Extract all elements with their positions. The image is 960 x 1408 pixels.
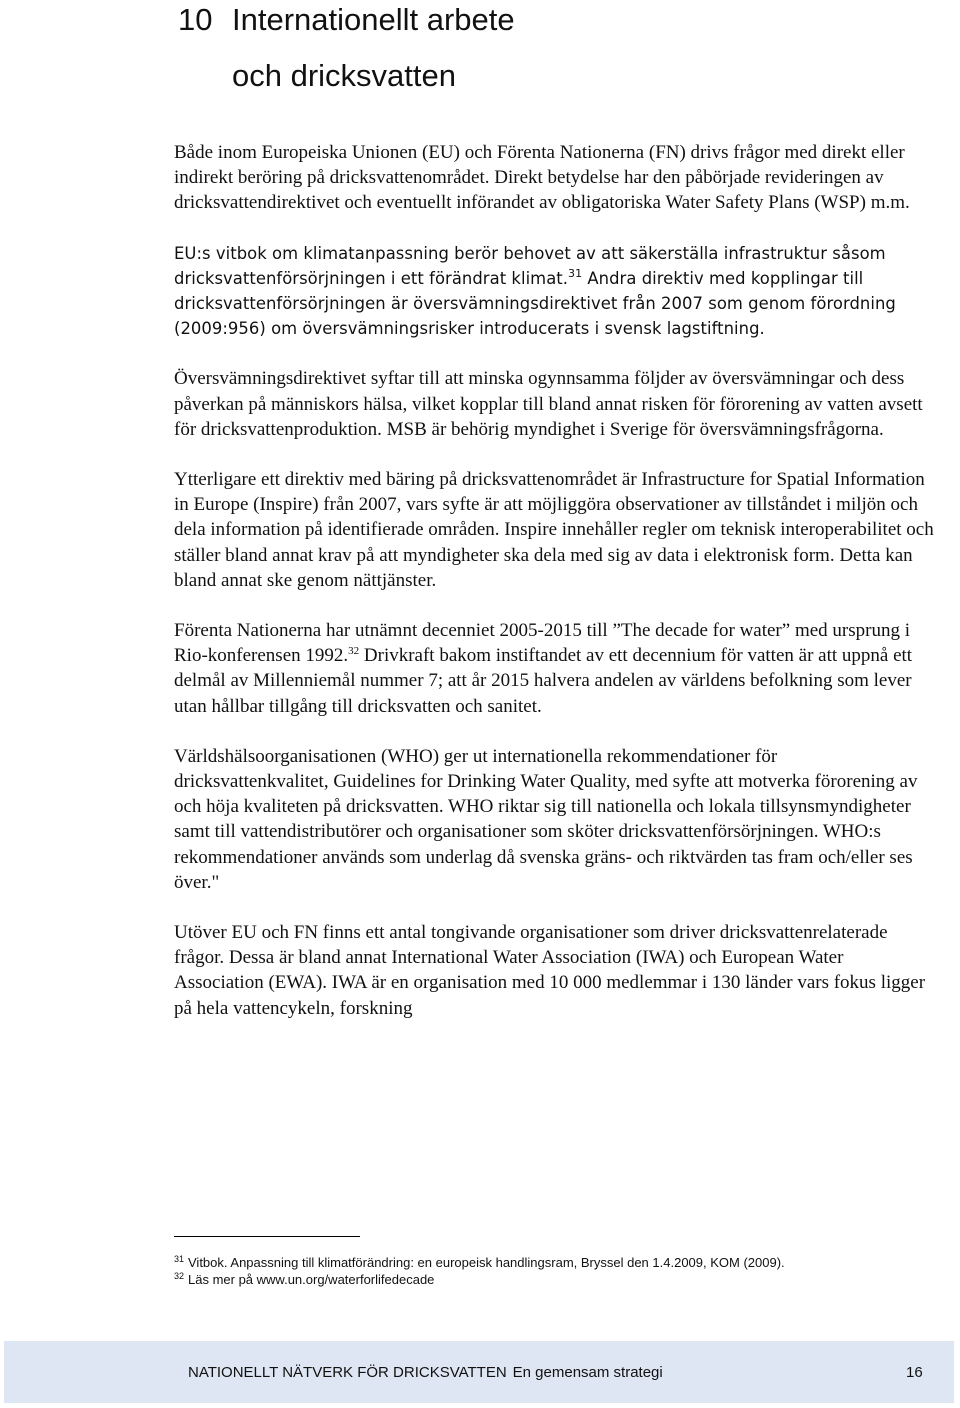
footnotes — [174, 1254, 874, 1288]
chapter-heading — [178, 0, 515, 96]
footnote-divider — [174, 1236, 360, 1237]
chapter-number: 10 — [178, 2, 213, 37]
paragraph-who: Världshälsoorganisationen (WHO) ger ut internationella rekommendationer för dricksvattenkvalitet, Guidelines for Drinking Water Quality, med syfte att motverka förorening av och höja kvaliteten på dricksvatten. WHO riktar sig till nationella och lokala tillsynsmyndigheter samt till vattendistributörer och organisationer som sköter dricksvattenförsörjningen. WHO:s rekommendationer används som underlag då svenska gräns- och riktvärden tas fram och/eller ses över." — [174, 745, 918, 893]
chapter-title-line-2: och dricksvatten — [232, 58, 456, 93]
paragraph-decade-for-water — [174, 618, 936, 719]
paragraph-oversvamningsdirektivet: Översvämningsdirektivet syftar till att minska ogynnsamma följder av översvämningar och dess påverkan på människors hälsa, vilket kopplar till bland annat risken för förorening av vatten avsett för dricksvattenproduktion. MSB är behörig myndighet i Sverige för översvämningsfrågorna. — [174, 368, 923, 440]
paragraph-text: Förenta Nationerna har utnämnt decenniet 2005-2015 till ”The decade for water” med ursprung i Rio-konferensen 1992. — [174, 620, 910, 667]
footer-title-block — [188, 1363, 663, 1383]
footnote-32 — [174, 1271, 874, 1288]
footnote-31 — [174, 1254, 874, 1271]
paragraph-text: Andra direktiv med kopplingar till dricksvattenförsörjningen är översvämningsdirektivet från 2007 som genom förordning (2009:956) om översvämningsrisker introducerats i svensk lagstiftning. — [174, 268, 896, 339]
chapter-title-line-1: Internationellt arbete — [232, 2, 515, 37]
paragraph-text: Drivkraft bakom instiftandet av ett decennium för vatten är att uppnå ett delmål av Millenniemål nummer 7; att år 2015 halvera andelen av världens befolkning som lever utan hållbar tillgång till dricksvatten och sanitet. — [174, 645, 913, 717]
footer-subtitle: En gemensam strategi — [512, 1364, 663, 1381]
footnote-ref-31[interactable]: 31 — [568, 266, 583, 280]
paragraph-eu-vitbok — [174, 241, 936, 342]
paragraph-text: EU:s vitbok om klimatanpassning berör behovet av att säkerställa infrastruktur såsom dricksvattenförsörjningen i ett förändrat klimat. — [174, 243, 886, 288]
footnote-text: Vitbok. Anpassning till klimatförändring: en europeisk handlingsram, Bryssel den 1.4.2009, KOM (2009). — [188, 1255, 785, 1270]
footnote-number: 32 — [174, 1271, 185, 1281]
footnote-ref-32[interactable]: 32 — [348, 645, 360, 658]
body-text — [174, 140, 936, 1046]
page-number: 16 — [906, 1364, 923, 1381]
footer-title: NATIONELLT NÄTVERK FÖR DRICKSVATTEN — [188, 1364, 507, 1381]
paragraph-eu-fn-intro: Både inom Europeiska Unionen (EU) och Förenta Nationerna (FN) drivs frågor med direkt eller indirekt beröring på dricksvattenområdet. Direkt betydelse har den påbörjade revideringen av dricksvattendirektivet och eventuellt införandet av obligatoriska Water Safety Plans (WSP) m.m. — [174, 142, 910, 214]
footnote-text: Läs mer på www.un.org/waterforlifedecade — [188, 1272, 435, 1287]
paragraph-iwa-ewa: Utöver EU och FN finns ett antal tongivande organisationer som driver dricksvattenrelaterade frågor. Dessa är bland annat International Water Association (IWA) och European Water Association (EWA). IWA är en organisation med 10 000 medlemmar i 130 länder vars fokus ligger på hela vattencykeln, forskning — [174, 922, 926, 1019]
footnote-number: 31 — [174, 1254, 185, 1264]
paragraph-inspire: Ytterligare ett direktiv med bäring på dricksvattenområdet är Infrastructure for Spatial Information in Europe (Inspire) från 2007, vars syfte är att möjliggöra observationer av tillståndet i miljön och dela information på identifierade områden. Inspire innehåller regler om teknisk interoperabilitet och ställer bland annat krav på att myndigheter ska dela med sig av data i elektronisk form. Detta kan bland annat ske genom nättjänster. — [174, 469, 934, 591]
